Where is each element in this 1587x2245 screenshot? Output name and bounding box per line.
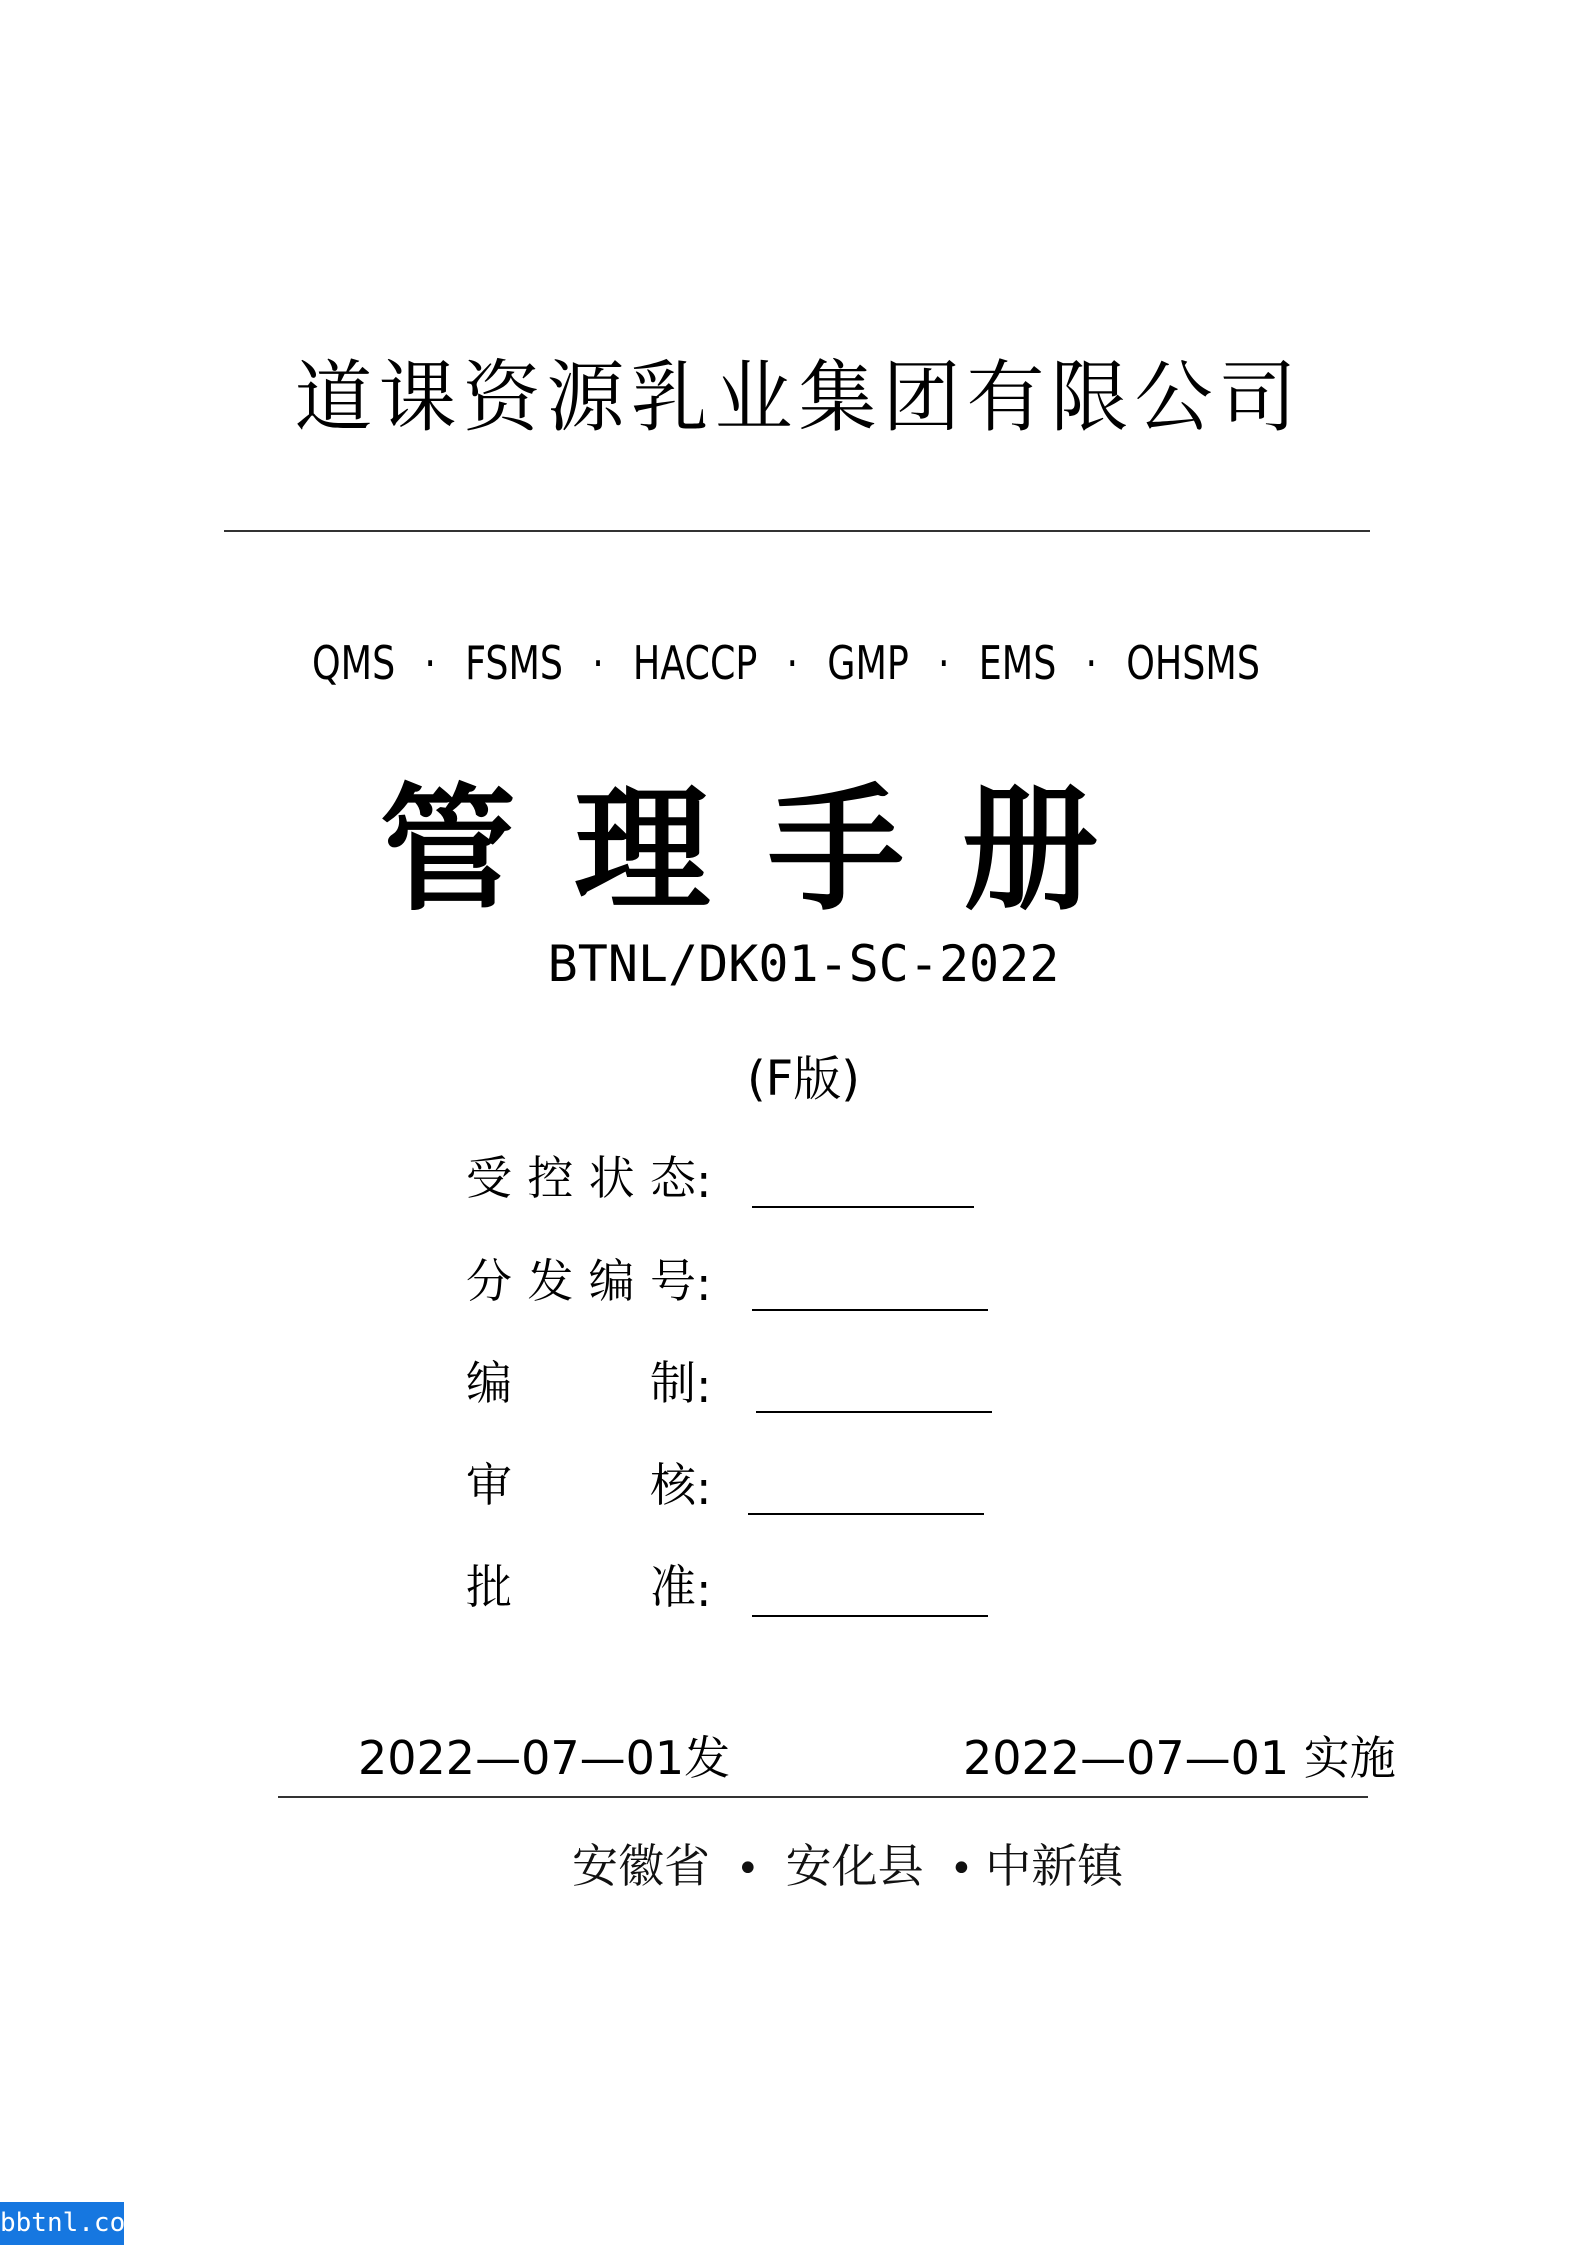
field-colon: : <box>696 1257 712 1311</box>
distribution-number-blank[interactable] <box>752 1265 988 1311</box>
control-status-blank[interactable] <box>752 1162 974 1208</box>
field-label: 编制 <box>466 1356 696 1410</box>
standard-separator: · <box>1085 636 1098 690</box>
standard-gmp: GMP <box>827 636 909 690</box>
prepared-by-blank[interactable] <box>756 1367 992 1413</box>
address-town: 中新镇 <box>985 1839 1124 1893</box>
effective-date: 2022—07—01 实施 <box>963 1731 1396 1785</box>
address-province: 安徽省 <box>572 1839 710 1893</box>
standard-separator: · <box>424 636 436 690</box>
document-code: BTNL/DK01-SC-2022 <box>547 935 1060 993</box>
field-label: 批准 <box>466 1560 696 1614</box>
standard-haccp: HACCP <box>632 636 758 690</box>
reviewed-by-blank[interactable] <box>748 1469 984 1515</box>
standard-ohsms: OHSMS <box>1126 636 1260 690</box>
field-label: 受控状态 <box>466 1151 696 1205</box>
approved-by-blank[interactable] <box>752 1571 988 1617</box>
field-approved-by <box>466 1551 988 1617</box>
edition-label: (F版) <box>746 1051 861 1107</box>
standard-separator: · <box>786 636 799 690</box>
field-colon: : <box>696 1359 712 1413</box>
standard-fsms: FSMS <box>465 636 564 690</box>
standard-separator: · <box>938 636 950 690</box>
field-label: 审核 <box>466 1458 696 1512</box>
company-name: 道课资源乳业集团有限公司 <box>294 353 1303 443</box>
field-control-status <box>466 1142 974 1208</box>
field-prepared-by <box>466 1347 992 1413</box>
field-colon: : <box>696 1563 712 1617</box>
standard-separator: · <box>592 636 604 690</box>
field-reviewed-by <box>466 1449 984 1515</box>
field-distribution-number <box>466 1245 988 1311</box>
address-separator: • <box>736 1846 760 1892</box>
document-title: 管理手册 <box>380 772 1156 930</box>
standard-ems: EMS <box>978 636 1057 690</box>
header-divider <box>224 530 1370 532</box>
field-label: 分发编号 <box>466 1254 696 1308</box>
field-colon: : <box>696 1461 712 1515</box>
standards-line <box>312 636 1260 690</box>
issue-date: 2022—07—01发 <box>358 1731 731 1785</box>
standard-qms: QMS <box>312 636 396 690</box>
address-separator: • <box>949 1846 974 1892</box>
address-county: 安化县 <box>785 1839 924 1893</box>
address-line <box>572 1830 1123 1896</box>
field-colon: : <box>696 1154 712 1208</box>
footer-divider <box>278 1796 1368 1798</box>
site-watermark: bbtnl.com <box>0 2202 124 2245</box>
